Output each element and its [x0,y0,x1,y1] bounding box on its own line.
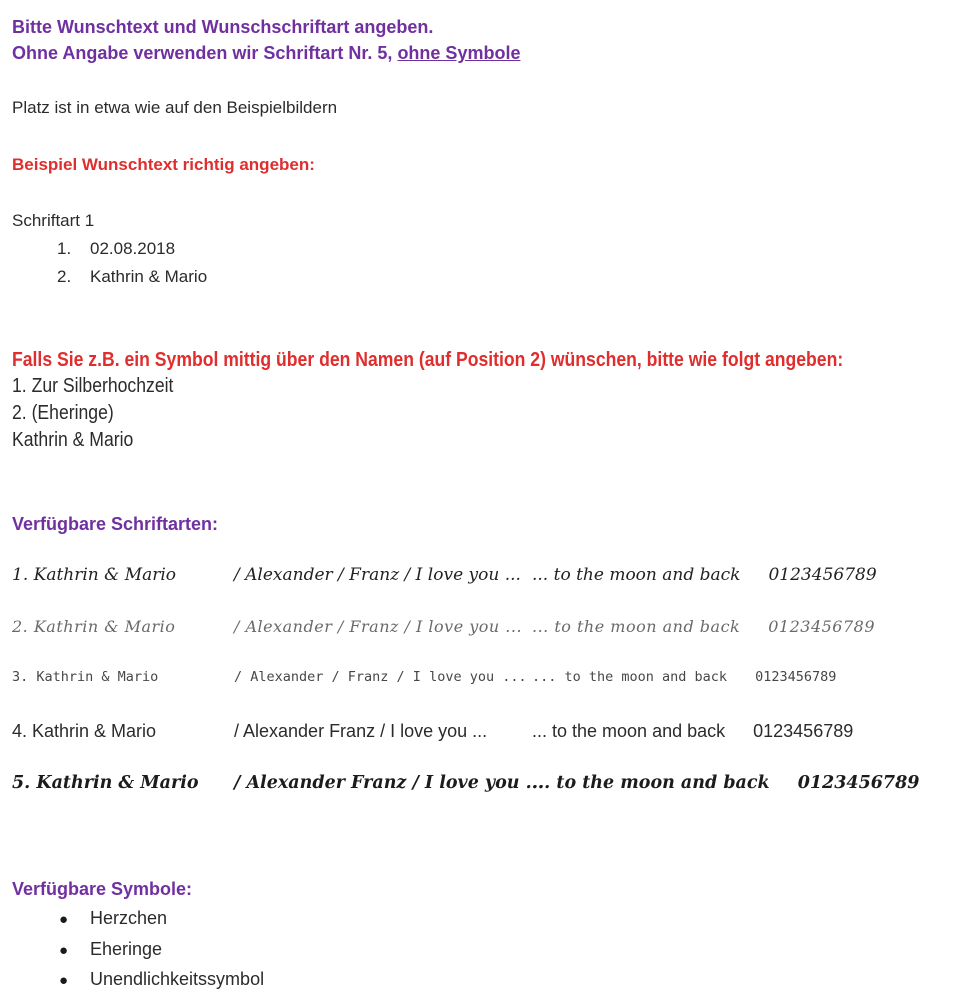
font-sample-row-1 [12,565,958,617]
example-heading: Beispiel Wunschtext richtig angeben: [12,155,315,174]
font-sample-tail [532,565,958,585]
example-list-item [12,263,958,291]
symbol-list-item [12,904,958,935]
font-sample-digits: 0123456789 [797,773,920,793]
example-list [12,235,958,291]
list-number: 2. [57,267,72,286]
font-sample-tail [532,773,958,793]
list-number: 1. [57,239,72,258]
font-sample-tail [532,669,958,685]
font-sample-row-5 [12,773,958,825]
symbols-list [12,904,958,996]
font-sample-moon: ... to the moon and back [532,617,741,636]
font-sample-tail [532,617,958,636]
symbol-list-label: Eheringe [90,938,163,959]
font-sample-phrases: / Alexander / Franz / I love you ... [234,565,521,585]
font-sample-phrases: / Alexander Franz / I love you ... [234,721,488,741]
bullet-icon: ● [59,972,69,989]
symbol-list-label: Herzchen [90,908,168,928]
font-sample-row-4 [12,721,958,773]
note-text: Platz ist in etwa wie auf den Beispielbildern [12,98,338,117]
list-text: Kathrin & Mario [90,267,208,286]
font-sample-moon: ... to the moon and back [532,669,728,685]
bullet-icon: ● [59,911,69,928]
fonts-heading: Verfügbare Schriftarten: [12,514,219,534]
font-sample-digits: 0123456789 [768,617,876,636]
font-sample-phrases: / Alexander / Franz / I love you ... [234,617,523,636]
font-sample-moon: ... to the moon and back [532,721,726,741]
example-list-item [12,235,958,263]
font-sample-phrases: / Alexander / Franz / I love you ... [234,669,527,685]
symbol-list-item [12,935,958,966]
font-sample-row-3 [12,669,958,721]
symbol-instruction-line: 1. Zur Silberhochzeit [12,375,174,397]
example-font-label: Schriftart 1 [12,211,95,230]
intro-heading-line-2-prefix: Ohne Angabe verwenden wir Schriftart Nr. 5, [12,43,398,63]
symbol-list-item [12,965,958,996]
intro-heading-line-2 [12,40,958,66]
font-sample-row-2 [12,617,958,669]
symbol-instruction-heading: Falls Sie z.B. ein Symbol mittig über den Namen (auf Position 2) wünschen, bitte wie folgt angeben: [12,349,844,371]
font-sample-digits: 0123456789 [755,669,837,685]
font-sample-label: 3. Kathrin & Mario [12,669,159,685]
font-sample-digits: 0123456789 [753,721,854,741]
symbol-instruction-lines [12,373,958,454]
bullet-icon: ● [59,941,69,959]
font-sample-digits: 0123456789 [768,565,877,585]
symbol-instruction-line: Kathrin & Mario [12,429,134,451]
font-sample-label: 2. Kathrin & Mario [12,617,176,636]
no-symbols-underlined-text: ohne Symbole [397,43,521,63]
list-text: 02.08.2018 [90,239,176,258]
intro-heading-line-1: Bitte Wunschtext und Wunschschriftart angeben. [12,17,434,37]
font-sample-moon: ... to the moon and back [532,565,741,585]
symbol-list-label: Unendlichkeitssymbol [90,969,265,989]
font-sample-label: 1. Kathrin & Mario [12,565,177,585]
font-sample-moon: ... to the moon and back [532,773,770,793]
symbol-instruction-line: 2. (Eheringe) [12,402,114,424]
font-samples [12,565,958,825]
intro-heading [12,14,958,66]
font-sample-phrases: / Alexander Franz / I love you ... [234,773,544,793]
font-sample-label: 4. Kathrin & Mario [12,721,157,741]
font-sample-tail [532,721,958,742]
symbols-heading: Verfügbare Symbole: [12,879,193,899]
font-sample-label: 5. Kathrin & Mario [12,773,199,793]
